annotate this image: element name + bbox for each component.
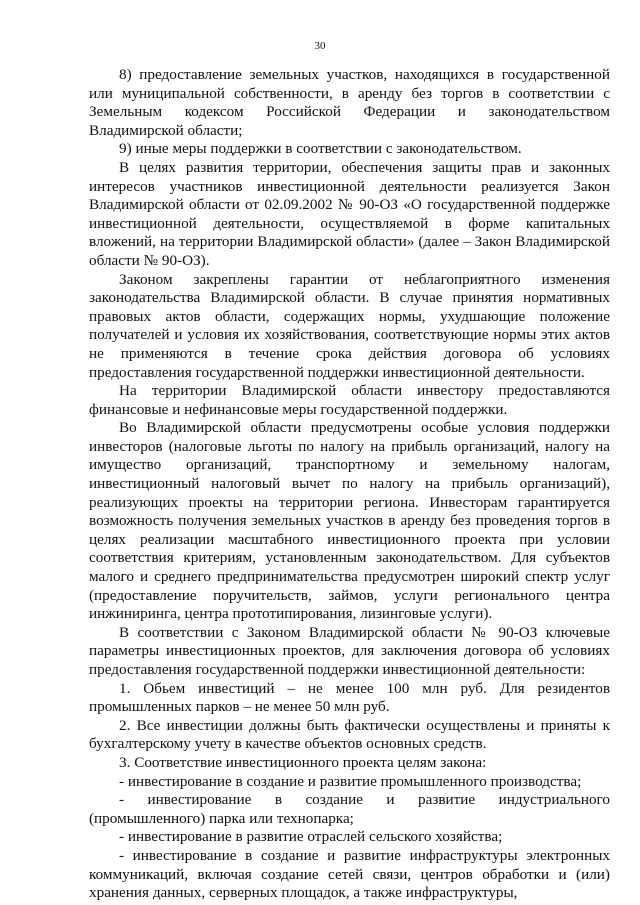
paragraph: 8) предоставление земельных участков, находящихся в государственной или муниципальной собственности, в аренду без торгов в соответствии с Земельным кодексом Российской Федерации и законодательством Владимирской области; [89,66,610,139]
page-number: 30 [314,40,326,52]
list-item: - инвестирование в развитие отраслей сельского хозяйства; [119,828,503,846]
paragraph: 2. Все инвестиции должны быть фактически осуществлены и приняты к бухгалтерскому учету в качестве объектов основных средств. [89,716,610,753]
paragraph: На территории Владимирской области инвестору предоставляются финансовые и нефинансовые меры государственной поддержки. [89,382,610,418]
list-item: - инвестирование в создание и развитие промышленного производства; [119,772,582,790]
paragraph: В соответствии с Законом Владимирской области № 90-ОЗ ключевые параметры инвестиционных проектов, для заключения договора об условиях предоставления государственной поддержки инвестиционной деятельности: [89,623,610,678]
document-body [89,66,610,903]
list-item: - инвестирование в создание и развитие инфраструктуры электронных коммуникаций, включая создание сетей связи, центров обработки и (или) хранения данных, серверных площадок, а также инфраструктуры, [89,846,610,902]
paragraph: Законом закреплены гарантии от неблагоприятного изменения законодательства Владимирской области. В случае принятия нормативных правовых актов области, содержащих нормы, ухудшающие положение получателей и условия их хозяйствования, соответствующие нормы этих актов не применяются в течение срока действия договора об условиях предоставления государственной поддержки инвестиционной деятельности. [89,270,610,381]
paragraph: 1. Обьем инвестиций – не менее 100 млн руб. Для резидентов промышленных парков – не менее 50 млн руб. [89,679,610,716]
paragraph: 9) иные меры поддержки в соответствии с законодательством. [119,140,522,158]
list-item: - инвестирование в создание и развитие индустриального (промышленного) парка или технопарка; [89,791,610,827]
paragraph: Во Владимирской области предусмотрены особые условия поддержки инвесторов (налоговые льготы по налогу на прибыль организаций, налогу на имущество организаций, транспортному и земельному налогам, инвестиционный налоговый вычет по налогу на прибыль организаций), реализующих проекты на территории региона. Инвесторам гарантируется возможность получения земельных участков в аренду без проведения торгов в целях реализации масштабного инвестиционного проекта при условии соответствия критериям, установленным законодательством. Для субъектов малого и среднего предпринимательства предусмотрен широкий спектр услуг (предоставление поручительств, займов, услуги регионального центра инжиниринга, центра прототипирования, лизинговые услуги). [89,419,610,623]
paragraph: 3. Соответствие инвестиционного проекта целям закона: [119,753,487,771]
paragraph: В целях развития территории, обеспечения защиты прав и законных интересов участников инвестиционной деятельности реализуется Закон Владимирской области от 02.09.2002 № 90-ОЗ «О государственной поддержке инвестиционной деятельности, осуществляемой в форме капитальных вложений, на территории Владимирской области» (далее – Закон Владимирской области № 90-ОЗ). [89,158,610,269]
